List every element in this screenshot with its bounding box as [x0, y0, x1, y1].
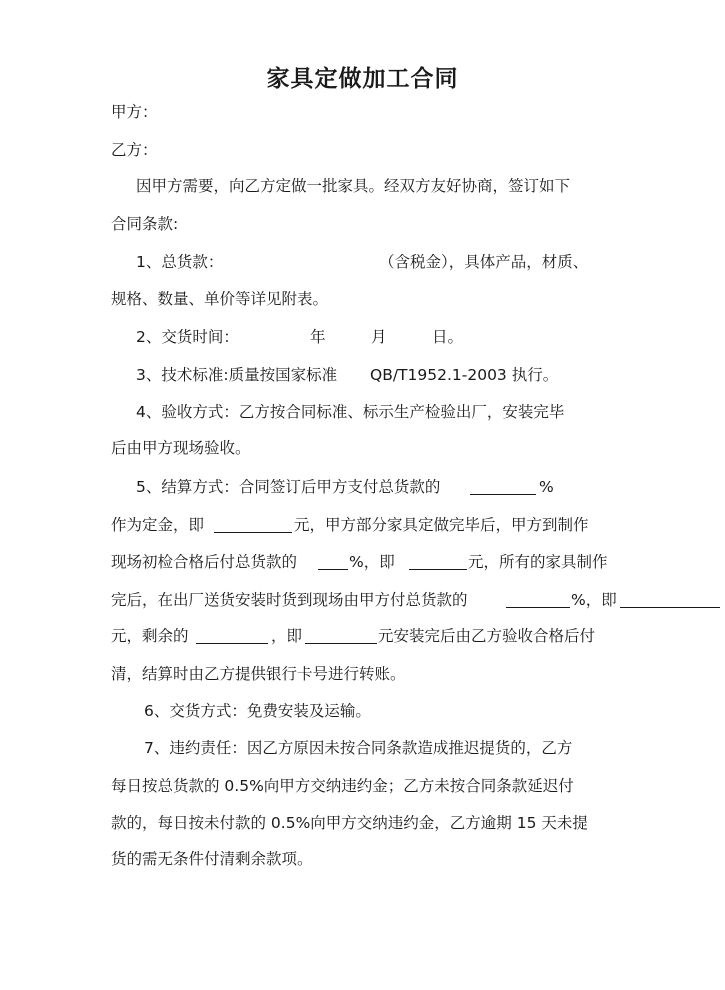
clause-1-tax: （含税金），具体产品，材质、 [379, 253, 589, 271]
party-a-line [0, 98, 725, 126]
clause-5-text-4a: 完后，在出厂送货安装时货到现场由甲方付总货款的 [111, 591, 468, 609]
clause-5-text-4b: %，即 [571, 591, 617, 609]
intro-text-2: 合同条款: [111, 215, 179, 233]
clause-6-line [0, 697, 725, 725]
deposit-percent-blank [470, 494, 536, 495]
clause-5-text-3a: 现场初检合格后付总货款的 [111, 553, 298, 571]
clause-5-text-5c: 元安装完后由乙方验收合格后付 [378, 627, 596, 645]
clause-5-text-3b: %，即 [349, 553, 395, 571]
deposit-amount-blank [214, 532, 292, 533]
clause-1-line-2 [0, 285, 725, 313]
clause-7-text-2: 每日按总货款的 0.5%向甲方交纳违约金；乙方未按合同条款延迟付 [111, 777, 574, 795]
clause-4-line-2 [0, 434, 725, 462]
clause-5-text-1b: % [539, 478, 554, 496]
intro-text-1: 因甲方需要，向乙方定做一批家具。经双方友好协商，签订如下 [136, 177, 571, 195]
clause-1-label: 1、总货款： [136, 253, 224, 271]
party-a-label: 甲方： [111, 103, 158, 121]
clause-5-line-6 [0, 660, 725, 688]
clause-5-line-3 [0, 548, 725, 576]
clause-7-line-4 [0, 845, 725, 873]
clause-3-line [0, 361, 725, 389]
clause-5-text-3c: 元，所有的家具制作 [468, 553, 608, 571]
clause-7-line-3 [0, 809, 725, 837]
clause-2-label: 2、交货时间： [136, 328, 239, 346]
clause-2-month: 月 [371, 328, 387, 346]
clause-7-text-1: 7、违约责任：因乙方原因未按合同条款造成推迟提货的，乙方 [144, 739, 573, 757]
clause-4-line-1 [0, 398, 725, 426]
party-b-line [0, 136, 725, 164]
clause-3-standard: QB/T1952.1-2003 执行。 [370, 366, 559, 384]
clause-4-text-2: 后由甲方现场验收。 [111, 439, 251, 457]
clause-7-text-3: 款的，每日按未付款的 0.5%向甲方交纳违约金，乙方逾期 15 天未提 [111, 814, 588, 832]
clause-5-text-5a: 元，剩余的 [111, 627, 189, 645]
clause-5-text-2a: 作为定金，即 [111, 516, 205, 534]
clause-3-label: 3、技术标准:质量按国家标准 [136, 366, 338, 384]
clause-1-line-1 [0, 248, 725, 276]
clause-7-line-1 [0, 734, 725, 762]
clause-5-line-5 [0, 622, 725, 650]
clause-5-line-4 [0, 586, 725, 614]
clause-5-line-2 [0, 511, 725, 539]
inspection-amount-blank [409, 569, 467, 570]
clause-2-day: 日。 [432, 328, 464, 346]
delivery-amount-blank [620, 607, 720, 608]
clause-4-text-1: 4、验收方式：乙方按合同标准、标示生产检验出厂，安装完毕 [136, 403, 565, 421]
intro-line-1 [0, 172, 725, 200]
clause-6-text: 6、交货方式：免费安装及运输。 [144, 702, 371, 720]
remaining-percent-blank [196, 643, 268, 644]
clause-5-text-6: 清，结算时由乙方提供银行卡号进行转账。 [111, 665, 406, 683]
delivery-percent-blank [506, 607, 570, 608]
clause-7-text-4: 货的需无条件付清剩余款项。 [111, 850, 313, 868]
clause-2-year: 年 [310, 328, 326, 346]
party-b-label: 乙方： [111, 141, 158, 159]
intro-line-2 [0, 210, 725, 238]
clause-2-line [0, 323, 725, 351]
clause-7-line-2 [0, 772, 725, 800]
clause-5-text-5b: ，即 [271, 627, 303, 645]
clause-5-text-2b: 元，甲方部分家具定做完毕后，甲方到制作 [294, 516, 589, 534]
remaining-amount-blank [305, 643, 377, 644]
inspection-percent-blank [318, 569, 348, 570]
clause-5-text-1a: 5、结算方式：合同签订后甲方支付总货款的 [136, 478, 441, 496]
clause-1-text-2: 规格、数量、单价等详见附表。 [111, 290, 329, 308]
document-title: 家具定做加工合同 [266, 65, 459, 92]
clause-5-line-1 [0, 473, 725, 501]
